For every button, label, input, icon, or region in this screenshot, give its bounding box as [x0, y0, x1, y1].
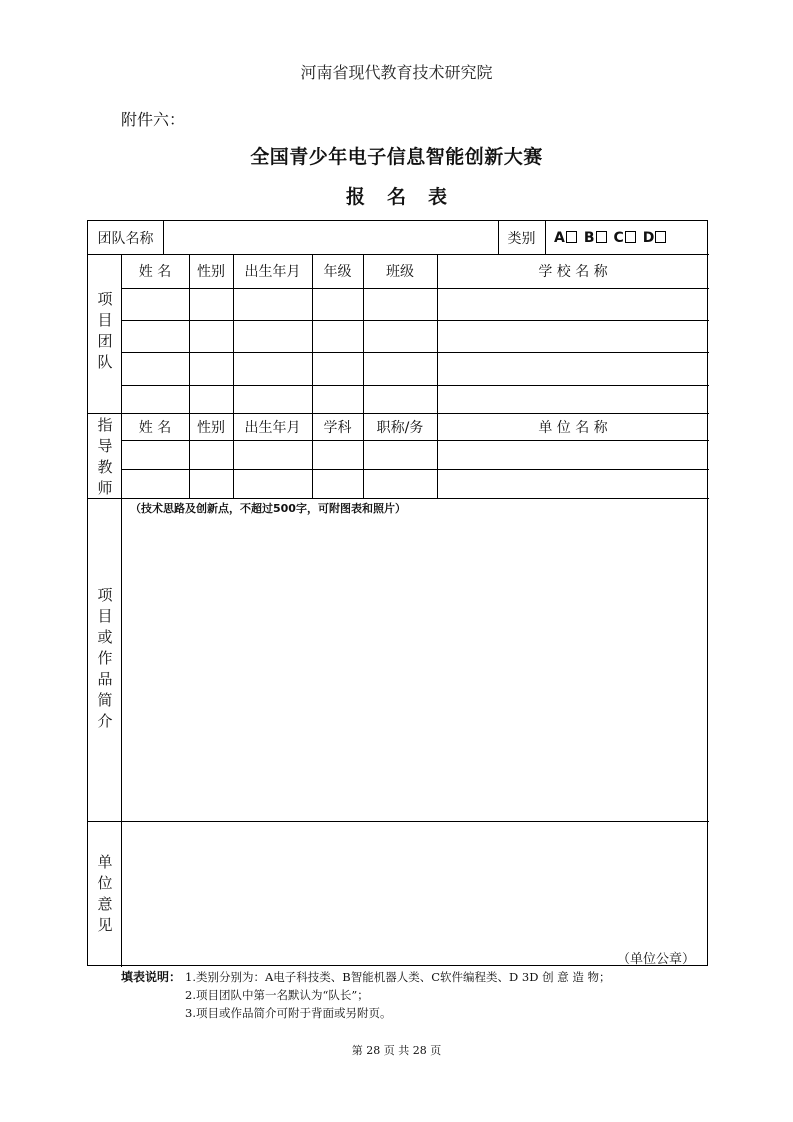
teacher-col-gender: 性别 [197, 419, 225, 436]
category-option-d[interactable]: D [643, 230, 674, 246]
team-col-birth: 出生年月 [244, 264, 301, 280]
registration-form-table [87, 220, 708, 966]
category-options [554, 221, 704, 254]
team-name-label: 团队名称 [97, 230, 154, 247]
teacher-section-label: 指 导 教 师 [97, 416, 113, 497]
category-option-b[interactable]: B [584, 230, 614, 246]
unit-seal-text: （单位公章） [617, 952, 696, 967]
teacher-col-unit: 单 位 名 称 [538, 419, 608, 436]
category-option-c[interactable]: C [614, 230, 643, 246]
team-col-name: 姓 名 [138, 264, 172, 280]
intro-section-label: 项 目 或 作 品 简 介 [97, 586, 113, 730]
intro-text-area[interactable] [122, 499, 708, 821]
intro-hint: （技术思路及创新点，不超过500字，可附图表和照片） [130, 502, 406, 515]
teacher-col-title: 职称/务 [376, 419, 424, 436]
checkbox-b[interactable] [596, 231, 607, 243]
instruction-item: 3.项目或作品简介可附于背面或另附页。 [185, 1006, 392, 1020]
team-name-field[interactable] [168, 221, 493, 254]
page-number: 第 28 页 共 28 页 [351, 1044, 442, 1057]
team-col-gender: 性别 [197, 264, 225, 280]
form-title: 全国青少年电子信息智能创新大赛 [250, 146, 543, 168]
fill-instructions [121, 968, 681, 1028]
teacher-col-name: 姓 名 [138, 419, 172, 436]
teacher-col-subject: 学科 [323, 419, 352, 436]
team-col-grade: 年级 [323, 264, 352, 280]
opinion-section-label: 单 位 意 见 [97, 853, 113, 934]
instruction-item: 2.项目团队中第一名默认为“队长”； [185, 988, 369, 1002]
team-col-school: 学 校 名 称 [538, 264, 608, 280]
instructions-label: 填表说明： [121, 970, 182, 984]
form-subtitle: 报名表 [345, 186, 469, 208]
team-section-label: 项 目 团 队 [97, 290, 113, 371]
checkbox-d[interactable] [655, 231, 666, 243]
team-col-class: 班级 [386, 264, 414, 280]
teacher-col-birth: 出生年月 [244, 419, 301, 436]
opinion-area[interactable] [122, 822, 708, 966]
attachment-label: 附件六： [121, 110, 186, 129]
instruction-item: 1.类别分别为：A电子科技类、B智能机器人类、C软件编程类、D 3D 创 意 造 物； [185, 970, 611, 984]
checkbox-c[interactable] [625, 231, 636, 243]
category-option-a[interactable]: A [554, 230, 584, 246]
document-header: 河南省现代教育技术研究院 [300, 63, 493, 82]
checkbox-a[interactable] [566, 231, 577, 243]
category-label: 类别 [507, 230, 536, 247]
